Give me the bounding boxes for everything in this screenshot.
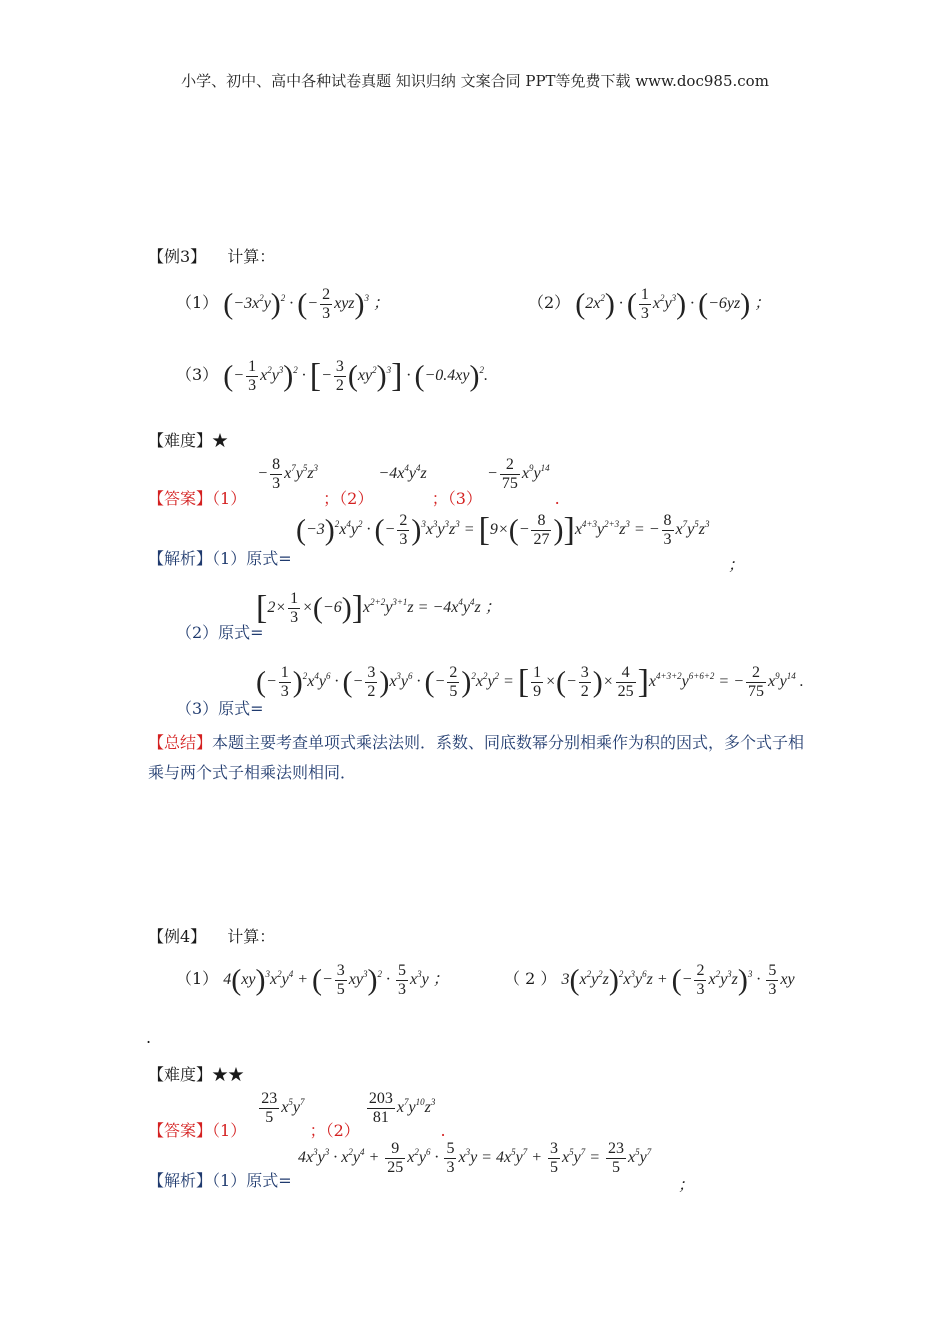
ex3-analysis-3-math: (− $\frac{1}{3}$ )$^2x^4y^6$ · (− $\frac{3}{2}$ )$x^3y^6$ · (− $\frac{2}{5}$ )$^2x^2y^2$ = [ $\frac{1}{9}$ ×(− $\frac{3}{2}$ )× $\frac{4}{25}$ ]$x^{4+3+2}y^{6+6+2}$ = − $\frac{2}{75}$ $x^9y^{14}$ . (256, 663, 804, 701)
difficulty-stars: ★ (212, 431, 229, 450)
ex3-summary: 【总结】本题主要考查单项式乘法法则．系数、同底数幂分别相乘作为积的因式，多个式子相乘与两个式子相乘法则相同． (148, 733, 805, 782)
ex3-analysis-1-math: $(-3)^2x^4y^2$ · (− $\frac{2}{3}$ )$^3x^3y^3z^3 = [9\times(-$ $\frac{8}{27}$ )]$x^{4+3}y^{2+3}z^3$ = − $\frac{8}{3}$ $x^7y^5z^3$ (296, 511, 710, 549)
ex3-problem-2: （2） $(2x^2)$ · ( $\frac{1}{3}$ $x^2y^3) \cdot (-6yz)$ ； (528, 286, 771, 322)
page-header: 小学、初中、高中各种试卷真题 知识归纳 文案合同 PPT等免费下载 www.doc985.com (181, 72, 769, 90)
ex3-analysis-1-label: 【解析】（1）原式= (148, 549, 292, 568)
ex4-period: . (146, 1028, 152, 1047)
ex4-difficulty: 【难度】★★ (148, 1065, 245, 1084)
ex3-answer: 【答案】（1） − $\frac{8}{3}$ $x^7y^5z^3$ ；$(2) -4x^4y^4z$ ；（3） − $\frac{2}{75}$ $x^9y^{14}$ . (148, 456, 560, 509)
ex3-problem-1: （1） $(-3x^2y)^2$ · (− $\frac{2}{3}$ xyz)$^3$ ； (176, 286, 390, 322)
example-prompt: 计算： (227, 927, 276, 946)
example-prompt: 计算： (227, 247, 276, 266)
ex4-analysis-1-label: 【解析】（1）原式= (148, 1171, 292, 1190)
ex3-difficulty: 【难度】★ (148, 431, 229, 450)
difficulty-stars: ★★ (212, 1065, 245, 1084)
ex3-analysis-2-label: （2）原式= (176, 623, 264, 642)
example3-heading (148, 244, 275, 267)
example-label: 【例4】 (148, 927, 207, 946)
ex4-analysis-1-math: $4x^3y^3 \cdot x^2y^4$ + $\frac{9}{25}$ $x^2y^6$ · $\frac{5}{3}$ $x^3y = 4x^5y^7$ + $\frac{3}{5}$ $x^5y^7$ = $\frac{23}{5}$ $x^5y^7$ (298, 1140, 652, 1176)
example-label: 【例3】 (148, 247, 207, 266)
ex4-problem-2: （ 2 ） $3(x^2y^2z)^2x^3y^6z$ + (− $\frac{2}{3}$ $x^2y^3z)^3$ · $\frac{5}{3}$ xy (504, 962, 795, 998)
ex3-problem-3: （3） (− $\frac{1}{3}$ $x^2y^3)^2$ · [− $\frac{3}{2}$ $(xy^2)^3] \cdot (-0.4xy)^2$. (176, 357, 488, 395)
ex3-analysis-3-label: （3）原式= (176, 699, 264, 718)
ex4-problem-1: （1） $4(xy)^3x^2y^4$ + (− $\frac{3}{5}$ $xy^3)^2$ · $\frac{5}{3}$ $x^3y$ ； (176, 962, 449, 998)
ex4-answer: 【答案】（1） $\frac{23}{5}$ $x^5y^7$ ；（2） $\frac{203}{81}$ $x^7y^{10}z^3$ . (148, 1090, 446, 1141)
ex3-analysis-2-math: [2× $\frac{1}{3}$ $\times(-6)]x^{2+2}y^{3+1}z = -4x^4y^4z$ ； (256, 589, 501, 627)
example4-heading (148, 924, 275, 947)
